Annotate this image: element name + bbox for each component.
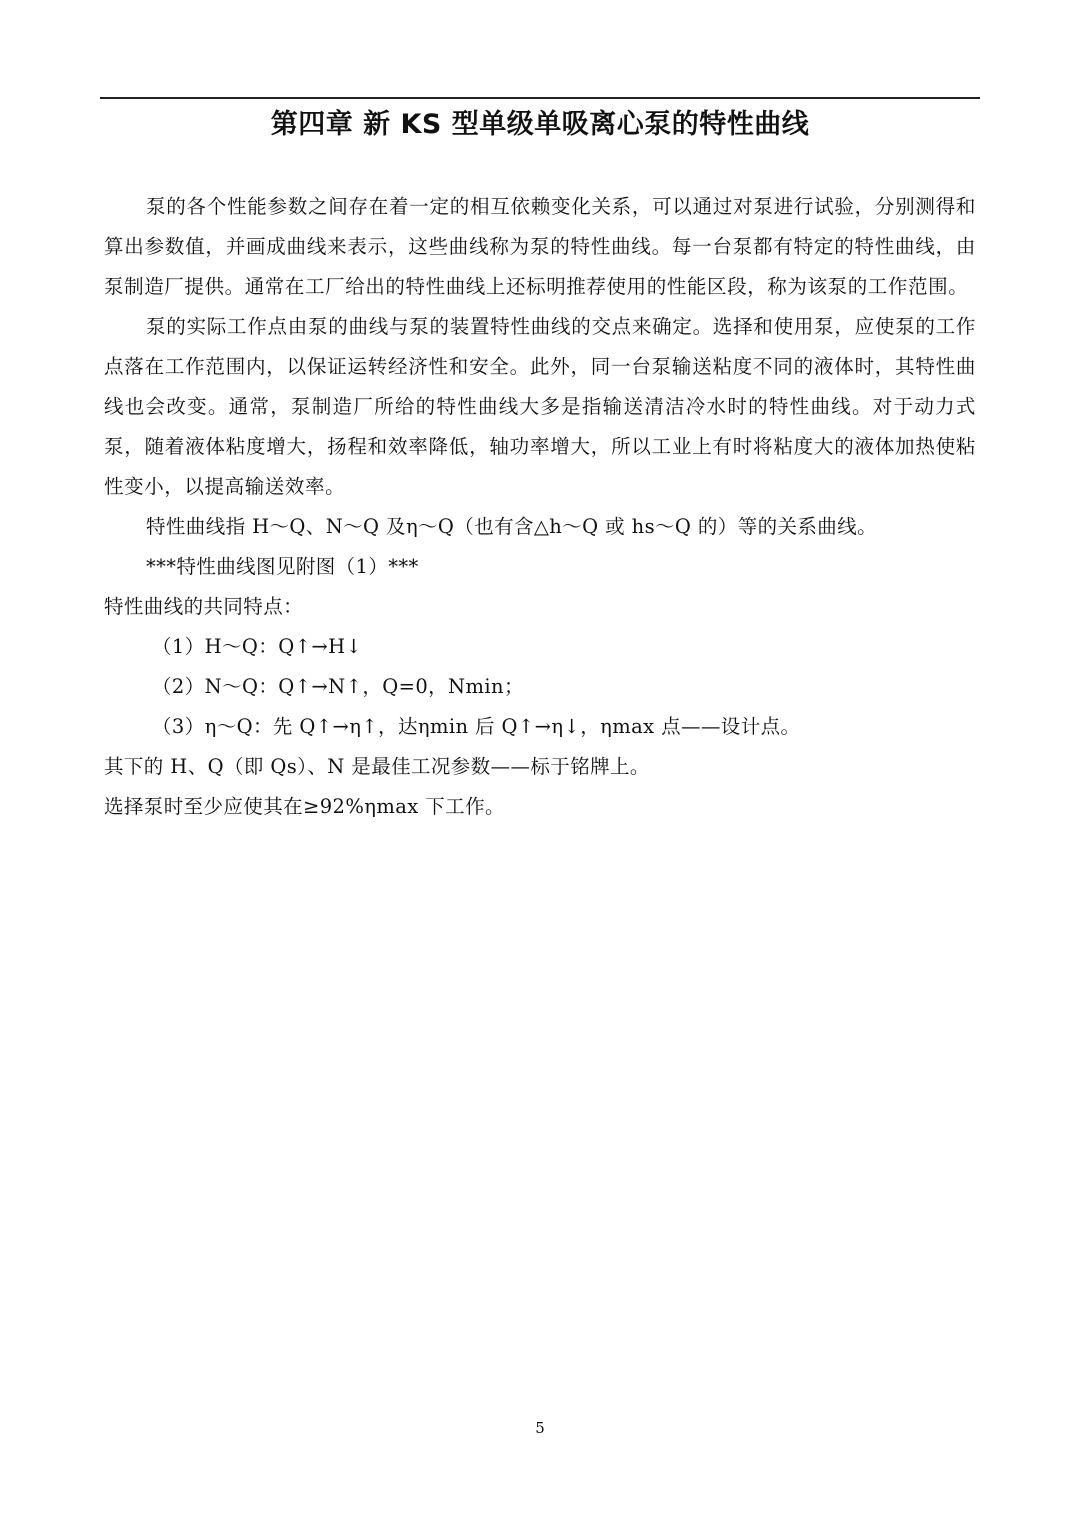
- paragraph-operating-point: 泵的实际工作点由泵的曲线与泵的装置特性曲线的交点来确定。选择和使用泵，应使泵的工作点落在工作范围内，以保证运转经济性和安全。此外，同一台泵输送粘度不同的液体时，其特性曲线也会改变。通常，泵制造厂所给的特性曲线大多是指输送清洁冷水时的特性曲线。对于动力式泵，随着液体粘度增大，扬程和效率降低，轴功率增大，所以工业上有时将粘度大的液体加热使粘性变小，以提高输送效率。: [104, 315, 976, 498]
- chapter-title: 第四章 新 KS 型单级单吸离心泵的特性曲线: [270, 109, 810, 140]
- body-content: [104, 187, 976, 827]
- feature-item-nq: （2）N～Q：Q↑→N↑，Q=0，Nmin；: [152, 675, 524, 698]
- page-number: 5: [535, 1419, 545, 1437]
- feature-item-hq: （1）H～Q：Q↑→H↓: [152, 635, 363, 658]
- feature-item-eta-q: （3）η～Q：先 Q↑→η↑，达ηmin 后 Q↑→η↓，ηmax 点——设计点。: [152, 715, 801, 738]
- selection-note: 选择泵时至少应使其在≥92%ηmax 下工作。: [104, 795, 505, 818]
- curve-relations-text: 特性曲线指 H～Q、N～Q 及η～Q（也有含△h～Q 或 hs～Q 的）等的关系曲线。: [146, 515, 877, 538]
- nameplate-note: 其下的 H、Q（即 Qs）、N 是最佳工况参数——标于铭牌上。: [104, 755, 650, 778]
- common-features-heading: 特性曲线的共同特点：: [104, 595, 304, 618]
- figure-reference: ***特性曲线图见附图（1）***: [146, 555, 419, 578]
- header-rule: [100, 97, 980, 99]
- paragraph-performance-curves: 泵的各个性能参数之间存在着一定的相互依赖变化关系，可以通过对泵进行试验，分别测得和算出参数值，并画成曲线来表示，这些曲线称为泵的特性曲线。每一台泵都有特定的特性曲线，由泵制造厂提供。通常在工厂给出的特性曲线上还标明推荐使用的性能区段，称为该泵的工作范围。: [104, 195, 976, 298]
